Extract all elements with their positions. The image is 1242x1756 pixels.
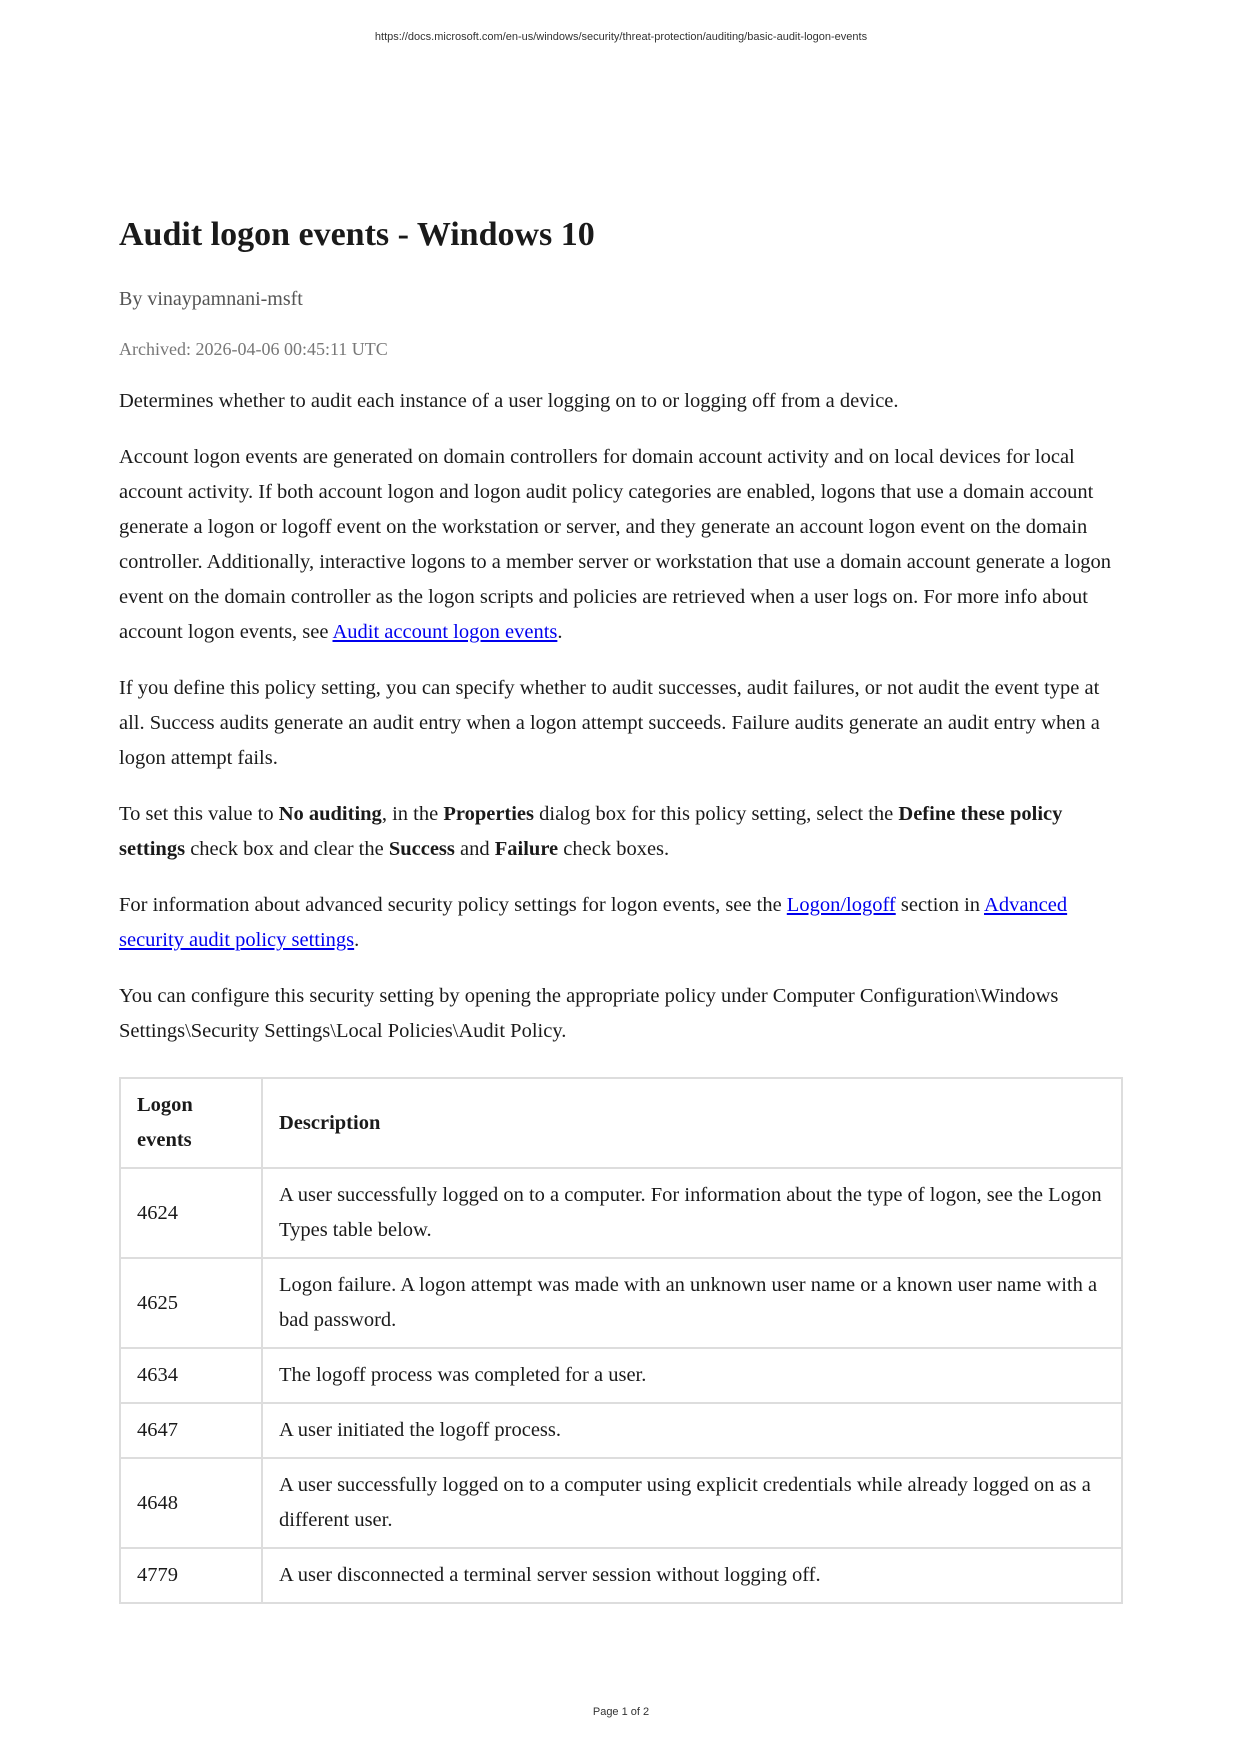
event-id: 4634: [120, 1348, 262, 1403]
page-url-header: https://docs.microsoft.com/en-us/windows/security/threat-protection/auditing/basic-audit-logon-events: [374, 31, 868, 43]
paragraph-advanced: [119, 888, 1123, 958]
event-description: A user disconnected a terminal server session without logging off.: [262, 1548, 1122, 1603]
text: check box and clear the: [185, 838, 389, 860]
byline: By vinaypamnani-msft: [119, 288, 303, 310]
text: and: [454, 838, 495, 860]
event-id: 4625: [120, 1258, 262, 1348]
text: .: [557, 621, 563, 643]
logon-events-table: [119, 1077, 1123, 1604]
paragraph-policy: If you define this policy setting, you can specify whether to audit successes, audit failures, or not audit the event type at all. Success audits generate an audit entry when a logon attempt succeeds. Failure audits generate an audit entry when a logon attempt fails.: [119, 677, 1100, 769]
bold-text: Define these policy settings: [119, 803, 1063, 860]
event-id: 4624: [120, 1168, 262, 1258]
page-number: Page 1 of 2: [592, 1706, 650, 1718]
paragraph-no-auditing: [119, 797, 1123, 867]
event-description: A user successfully logged on to a computer. For information about the type of logon, see the Logon Types table below.: [262, 1168, 1122, 1258]
event-description: A user initiated the logoff process.: [262, 1403, 1122, 1458]
text: .: [354, 929, 360, 951]
event-id: 4647: [120, 1403, 262, 1458]
paragraph-account-logon: [119, 440, 1123, 650]
table-row: [120, 1458, 1122, 1548]
bold-text: No auditing: [278, 803, 382, 825]
article: [119, 212, 1123, 1604]
text: check boxes.: [558, 838, 670, 860]
bold-text: Success: [388, 838, 455, 860]
column-header: Logon events: [120, 1078, 262, 1168]
table-row: [120, 1258, 1122, 1348]
bold-text: Properties: [443, 803, 535, 825]
event-description: Logon failure. A logon attempt was made with an unknown user name or a known user name with a bad password.: [262, 1258, 1122, 1348]
text: For information about advanced security policy settings for logon events, see the: [119, 894, 787, 916]
column-header: Description: [262, 1078, 1122, 1168]
paragraph-intro: Determines whether to audit each instance of a user logging on to or logging off from a device.: [119, 390, 899, 412]
text: section in: [895, 894, 985, 916]
logon-logoff-link[interactable]: Logon/logoff: [786, 894, 896, 916]
audit-account-logon-events-link[interactable]: Audit account logon events: [332, 621, 558, 643]
bold-text: Failure: [494, 838, 559, 860]
table-row: [120, 1548, 1122, 1603]
table-row: [120, 1168, 1122, 1258]
event-description: The logoff process was completed for a user.: [262, 1348, 1122, 1403]
event-id: 4648: [120, 1458, 262, 1548]
table-row: [120, 1403, 1122, 1458]
event-id: 4779: [120, 1548, 262, 1603]
event-description: A user successfully logged on to a computer using explicit credentials while already logged on as a different user.: [262, 1458, 1122, 1548]
text: Account logon events are generated on domain controllers for domain account activity and on local devices for local account activity. If both account logon and logon audit policy categories are enabled, logons that use a domain account generate a logon or logoff event on the workstation or server, and they generate an account logon event on the domain controller. Additionally, interactive logons to a member server or workstation that use a domain account generate a logon event on the domain controller as the logon scripts and policies are retrieved when a user logs on. For more info about account logon events, see: [119, 446, 1112, 643]
archived-timestamp: Archived: 2026-04-06 00:45:11 UTC: [119, 339, 388, 359]
text: , in the: [381, 803, 444, 825]
text: dialog box for this policy setting, select the: [534, 803, 899, 825]
table-row: [120, 1348, 1122, 1403]
table-header-row: [120, 1078, 1122, 1168]
advanced-audit-policy-link[interactable]: Advanced security audit policy settings: [119, 894, 1068, 951]
text: To set this value to: [119, 803, 279, 825]
page-title: Audit logon events - Windows 10: [119, 216, 595, 253]
paragraph-configure: You can configure this security setting by opening the appropriate policy under Computer Configuration\Windows Settings\Security Settings\Local Policies\Audit Policy.: [119, 985, 1059, 1042]
